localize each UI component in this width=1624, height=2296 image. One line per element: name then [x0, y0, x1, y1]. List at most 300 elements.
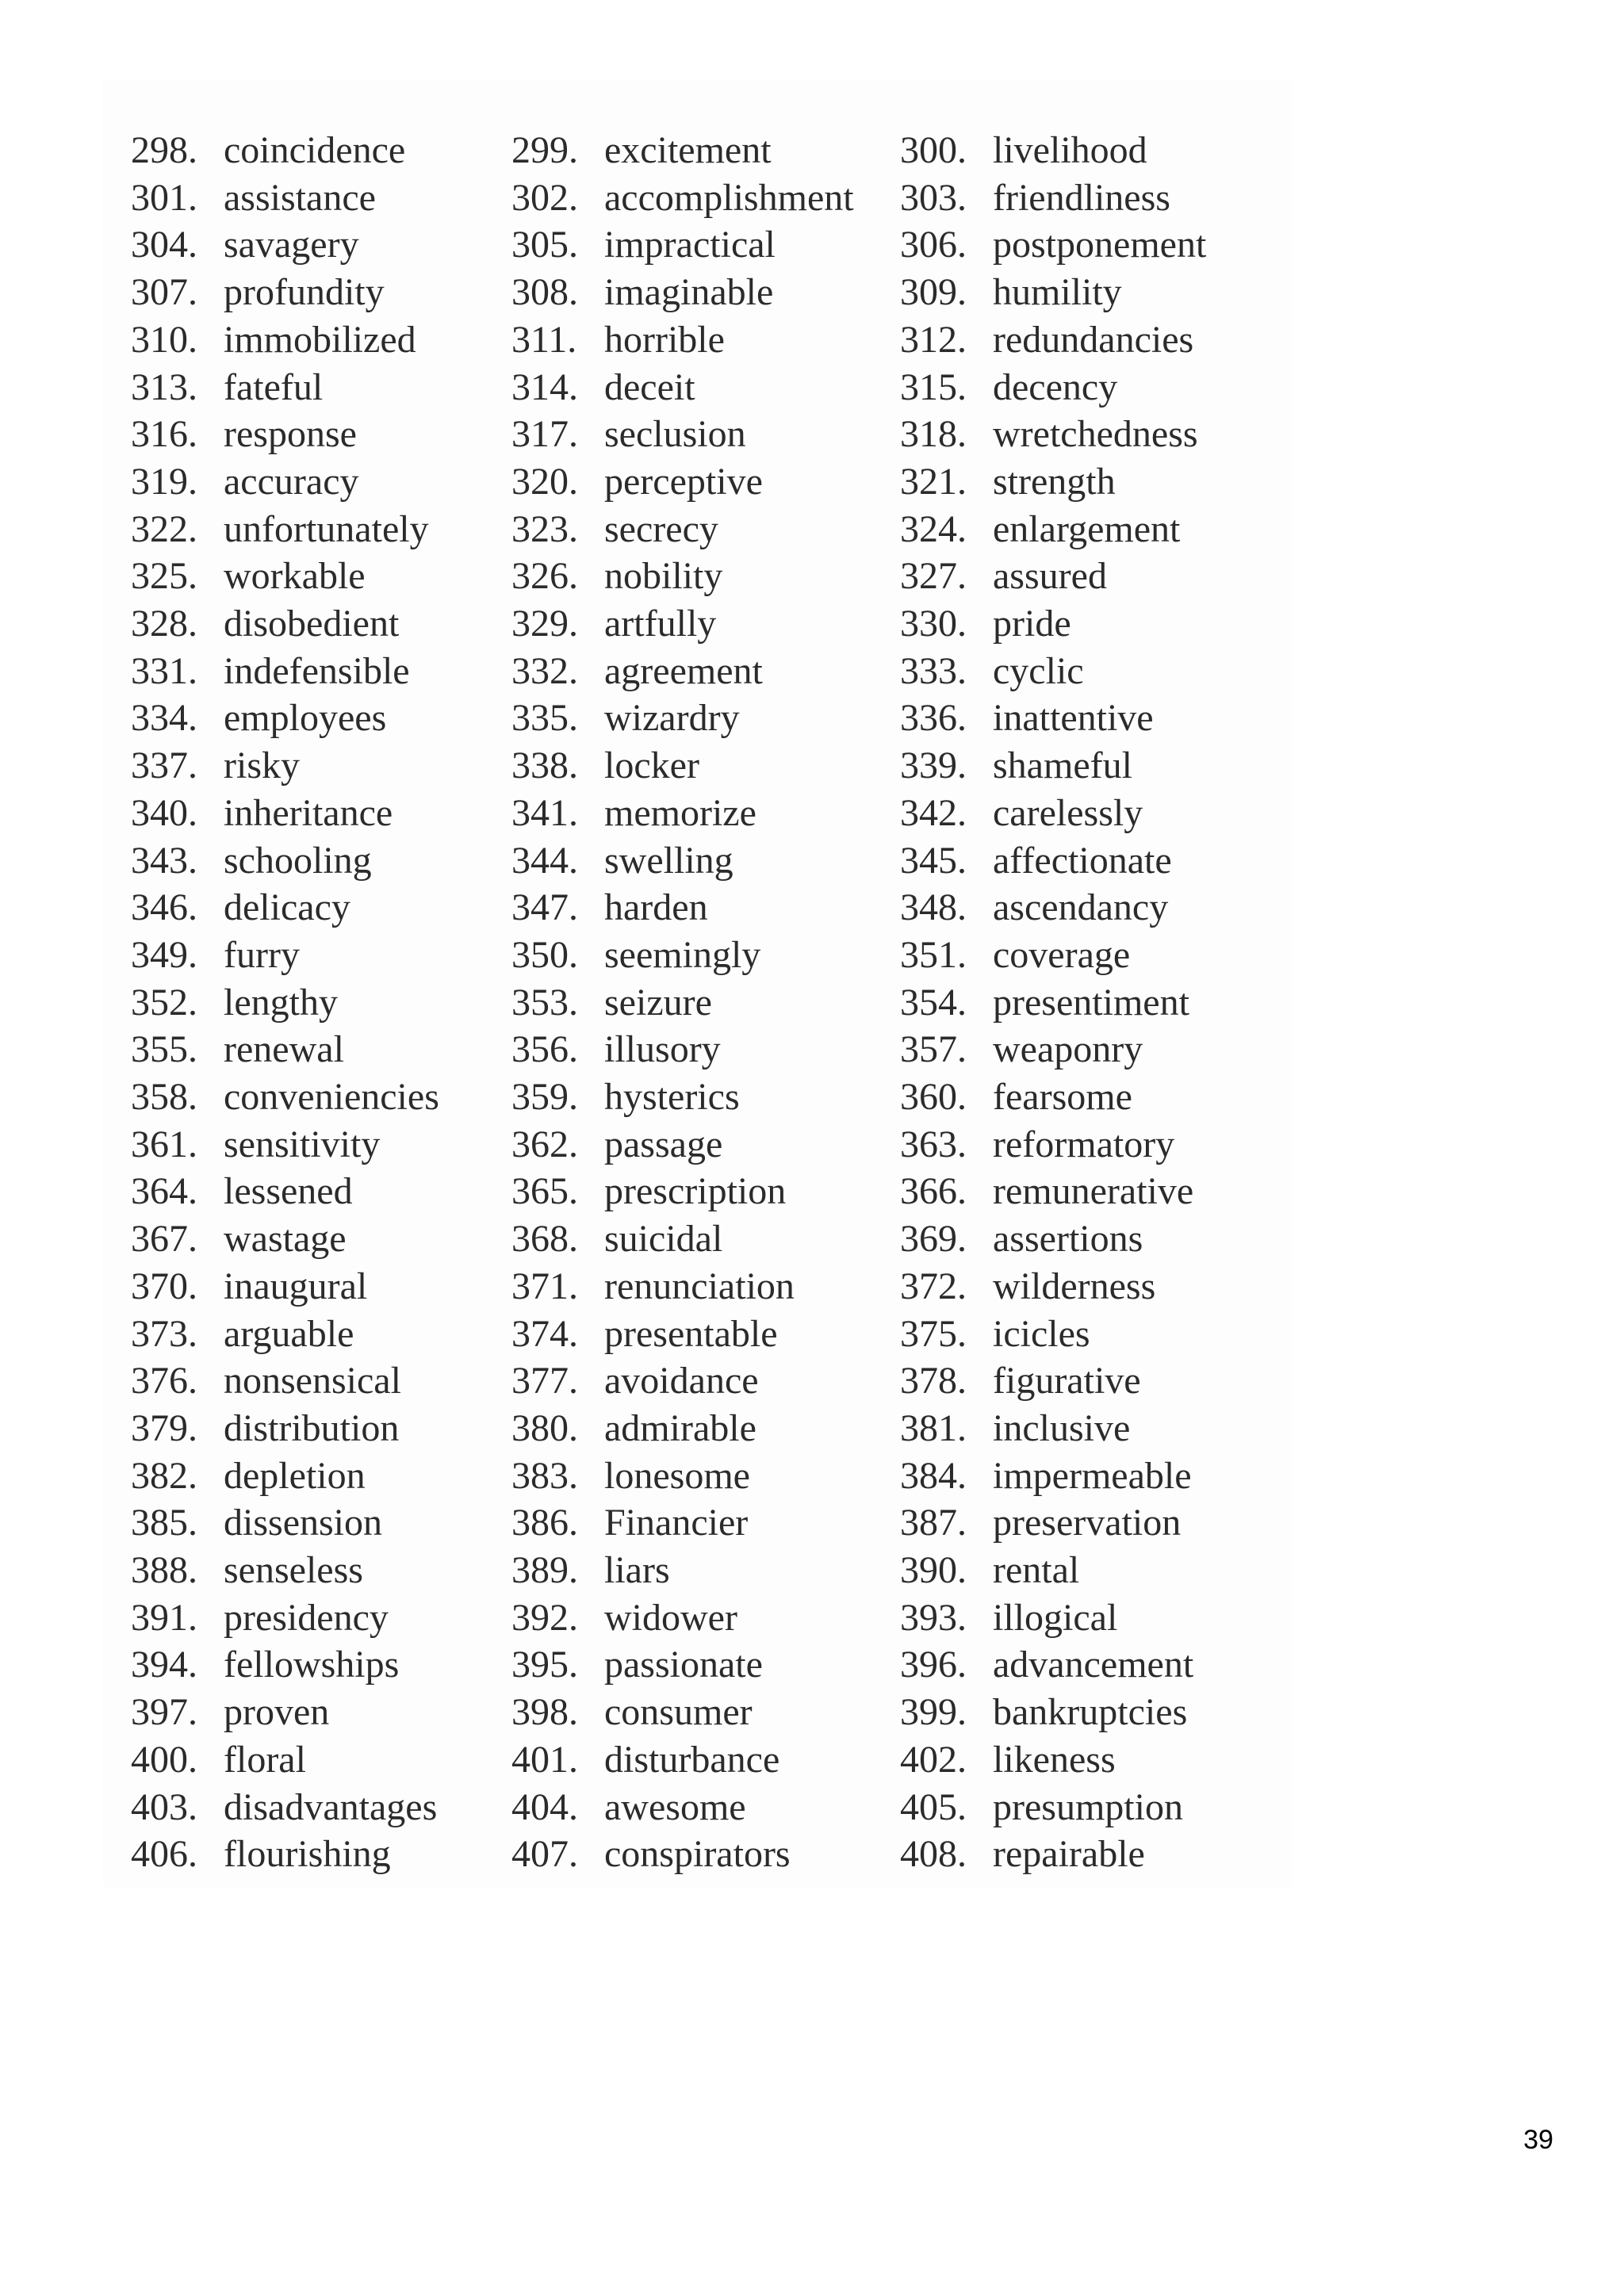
word-entry	[511, 364, 695, 411]
entry-number: 382.	[131, 1454, 197, 1497]
entry-number: 316.	[131, 413, 197, 456]
entry-number: 338.	[511, 744, 578, 787]
word-entry	[900, 269, 1122, 316]
word-entry	[131, 127, 405, 174]
entry-word: friendliness	[993, 176, 1170, 219]
word-entry	[511, 1547, 670, 1594]
word-entry	[511, 174, 854, 222]
entry-word: imaginable	[604, 271, 774, 314]
entry-number: 396.	[900, 1644, 967, 1686]
entry-number: 305.	[511, 224, 578, 266]
entry-word: wilderness	[993, 1265, 1156, 1307]
entry-word: hysterics	[604, 1076, 740, 1118]
word-entry	[511, 600, 716, 648]
word-entry	[900, 1689, 1187, 1736]
entry-number: 320.	[511, 460, 578, 503]
entry-word: deceit	[604, 365, 695, 408]
word-list	[103, 79, 1293, 1887]
entry-number: 333.	[900, 649, 967, 692]
word-entry	[900, 1784, 1183, 1831]
entry-word: reformatory	[993, 1123, 1175, 1165]
entry-word: lengthy	[224, 981, 338, 1024]
entry-word: coincidence	[224, 129, 406, 171]
word-entry	[131, 932, 300, 979]
word-entry	[511, 316, 725, 364]
word-entry	[131, 1736, 306, 1784]
entry-word: agreement	[604, 649, 763, 692]
word-entry	[900, 1452, 1192, 1500]
entry-number: 371.	[511, 1265, 578, 1307]
entry-number: 388.	[131, 1549, 197, 1591]
entry-word: wretchedness	[993, 413, 1198, 456]
entry-number: 408.	[900, 1833, 967, 1876]
entry-word: inaugural	[224, 1265, 368, 1307]
entry-number: 301.	[131, 176, 197, 219]
entry-number: 313.	[131, 365, 197, 408]
entry-word: ascendancy	[993, 886, 1169, 929]
entry-word: harden	[604, 886, 708, 929]
word-entry	[511, 695, 740, 742]
entry-word: flourishing	[224, 1833, 391, 1876]
entry-word: awesome	[604, 1785, 746, 1828]
word-entry	[511, 742, 699, 790]
entry-number: 385.	[131, 1502, 197, 1544]
entry-number: 391.	[131, 1596, 197, 1639]
entry-number: 354.	[900, 981, 967, 1024]
entry-word: indefensible	[224, 649, 410, 692]
entry-word: widower	[604, 1596, 737, 1639]
entry-number: 327.	[900, 555, 967, 598]
entry-number: 326.	[511, 555, 578, 598]
word-entry	[511, 1168, 786, 1215]
word-entry	[900, 127, 1147, 174]
word-entry	[131, 221, 359, 269]
word-entry	[900, 1311, 1090, 1358]
word-entry	[900, 1641, 1193, 1689]
entry-number: 298.	[131, 129, 197, 171]
word-entry	[511, 1263, 795, 1311]
word-entry	[900, 553, 1107, 600]
word-entry	[900, 1594, 1117, 1642]
entry-number: 365.	[511, 1170, 578, 1213]
word-entry	[131, 1168, 353, 1215]
entry-word: secrecy	[604, 507, 718, 550]
entry-word: inclusive	[993, 1406, 1131, 1449]
entry-number: 341.	[511, 791, 578, 834]
entry-word: impermeable	[993, 1454, 1192, 1497]
entry-word: response	[224, 413, 357, 456]
entry-word: coverage	[993, 933, 1131, 976]
entry-number: 353.	[511, 981, 578, 1024]
word-entry	[131, 316, 416, 364]
entry-word: sensitivity	[224, 1123, 381, 1165]
word-entry	[131, 269, 385, 316]
entry-number: 343.	[131, 839, 197, 882]
word-entry	[900, 221, 1206, 269]
entry-number: 315.	[900, 365, 967, 408]
entry-number: 355.	[131, 1028, 197, 1071]
entry-number: 403.	[131, 1785, 197, 1828]
word-entry	[131, 1121, 380, 1169]
word-entry	[131, 1452, 366, 1500]
entry-word: lonesome	[604, 1454, 750, 1497]
word-entry	[131, 1499, 382, 1547]
entry-word: disadvantages	[224, 1785, 438, 1828]
word-entry	[131, 1784, 437, 1831]
word-entry	[131, 1547, 363, 1594]
word-entry	[511, 1405, 756, 1452]
entry-number: 357.	[900, 1028, 967, 1071]
entry-word: horrible	[604, 318, 725, 361]
word-entry	[900, 742, 1132, 790]
entry-word: presumption	[993, 1785, 1183, 1828]
word-entry	[900, 837, 1172, 885]
entry-word: fearsome	[993, 1076, 1132, 1118]
word-entry	[131, 1594, 389, 1642]
entry-word: enlargement	[993, 507, 1181, 550]
entry-word: assistance	[224, 176, 376, 219]
entry-number: 332.	[511, 649, 578, 692]
word-entry	[511, 458, 763, 506]
entry-word: nonsensical	[224, 1360, 401, 1402]
entry-number: 363.	[900, 1123, 967, 1165]
word-entry	[511, 1689, 753, 1736]
entry-number: 322.	[131, 507, 197, 550]
word-entry	[900, 1263, 1155, 1311]
word-entry	[131, 411, 357, 458]
word-entry	[131, 1831, 391, 1878]
word-entry	[511, 1499, 748, 1547]
word-entry	[900, 1357, 1141, 1405]
entry-number: 347.	[511, 886, 578, 929]
entry-number: 335.	[511, 697, 578, 740]
word-entry	[131, 506, 429, 553]
entry-number: 339.	[900, 744, 967, 787]
entry-number: 302.	[511, 176, 578, 219]
entry-word: workable	[224, 555, 366, 598]
entry-number: 394.	[131, 1644, 197, 1686]
entry-word: dissension	[224, 1502, 383, 1544]
word-entry	[900, 1073, 1132, 1121]
entry-word: accomplishment	[604, 176, 854, 219]
entry-number: 350.	[511, 933, 578, 976]
entry-number: 306.	[900, 224, 967, 266]
entry-number: 318.	[900, 413, 967, 456]
word-entry	[900, 506, 1180, 553]
entry-word: unfortunately	[224, 507, 429, 550]
entry-word: depletion	[224, 1454, 366, 1497]
word-entry	[511, 648, 763, 695]
entry-number: 325.	[131, 555, 197, 598]
entry-number: 349.	[131, 933, 197, 976]
entry-number: 386.	[511, 1502, 578, 1544]
word-entry	[900, 1215, 1143, 1263]
word-entry	[131, 695, 386, 742]
word-entry	[900, 1736, 1116, 1784]
word-entry	[900, 458, 1116, 506]
entry-number: 381.	[900, 1406, 967, 1449]
entry-word: inheritance	[224, 791, 393, 834]
entry-number: 317.	[511, 413, 578, 456]
entry-number: 378.	[900, 1360, 967, 1402]
word-entry	[511, 1357, 759, 1405]
entry-word: profundity	[224, 271, 385, 314]
entry-number: 383.	[511, 1454, 578, 1497]
word-entry	[511, 1736, 779, 1784]
entry-number: 377.	[511, 1360, 578, 1402]
word-entry	[511, 411, 746, 458]
word-entry	[131, 174, 376, 222]
entry-word: risky	[224, 744, 300, 787]
entry-word: consumer	[604, 1691, 753, 1734]
word-entry	[511, 553, 722, 600]
entry-number: 346.	[131, 886, 197, 929]
entry-number: 374.	[511, 1312, 578, 1355]
word-entry	[131, 979, 338, 1027]
word-entry	[900, 695, 1154, 742]
entry-number: 380.	[511, 1406, 578, 1449]
entry-word: artfully	[604, 603, 717, 645]
entry-number: 348.	[900, 886, 967, 929]
entry-word: wizardry	[604, 697, 740, 740]
entry-number: 393.	[900, 1596, 967, 1639]
word-entry	[511, 932, 760, 979]
entry-word: furry	[224, 933, 300, 976]
entry-word: repairable	[993, 1833, 1145, 1876]
entry-number: 300.	[900, 129, 967, 171]
entry-number: 323.	[511, 507, 578, 550]
word-entry	[131, 1215, 347, 1263]
entry-number: 304.	[131, 224, 197, 266]
entry-number: 402.	[900, 1738, 967, 1781]
entry-word: arguable	[224, 1312, 354, 1355]
word-entry	[511, 1073, 740, 1121]
entry-number: 407.	[511, 1833, 578, 1876]
entry-number: 330.	[900, 603, 967, 645]
entry-number: 328.	[131, 603, 197, 645]
entry-word: assured	[993, 555, 1107, 598]
entry-number: 308.	[511, 271, 578, 314]
entry-word: seemingly	[604, 933, 761, 976]
entry-number: 324.	[900, 507, 967, 550]
entry-number: 310.	[131, 318, 197, 361]
entry-number: 312.	[900, 318, 967, 361]
entry-number: 369.	[900, 1218, 967, 1261]
word-entry	[511, 1452, 750, 1500]
word-entry	[900, 1405, 1130, 1452]
entry-word: admirable	[604, 1406, 756, 1449]
entry-number: 379.	[131, 1406, 197, 1449]
word-entry	[511, 1831, 791, 1878]
entry-word: lessened	[224, 1170, 353, 1213]
entry-word: cyclic	[993, 649, 1084, 692]
entry-word: disturbance	[604, 1738, 780, 1781]
entry-word: presentable	[604, 1312, 778, 1355]
word-entry	[511, 506, 718, 553]
entry-word: shameful	[993, 744, 1132, 787]
entry-word: likeness	[993, 1738, 1116, 1781]
word-entry	[131, 790, 393, 837]
entry-number: 321.	[900, 460, 967, 503]
entry-number: 360.	[900, 1076, 967, 1118]
entry-number: 368.	[511, 1218, 578, 1261]
word-entry	[511, 884, 708, 932]
word-entry	[900, 1168, 1193, 1215]
entry-word: bankruptcies	[993, 1691, 1188, 1734]
entry-word: savagery	[224, 224, 359, 266]
entry-word: renewal	[224, 1028, 344, 1071]
entry-number: 401.	[511, 1738, 578, 1781]
entry-number: 399.	[900, 1691, 967, 1734]
word-entry	[900, 316, 1193, 364]
word-entry	[131, 648, 410, 695]
word-entry	[511, 1215, 722, 1263]
entry-word: employees	[224, 697, 387, 740]
entry-number: 392.	[511, 1596, 578, 1639]
entry-number: 345.	[900, 839, 967, 882]
entry-word: carelessly	[993, 791, 1143, 834]
entry-word: proven	[224, 1691, 330, 1734]
word-entry	[511, 837, 733, 885]
entry-number: 352.	[131, 981, 197, 1024]
entry-word: memorize	[604, 791, 756, 834]
word-entry	[511, 1121, 722, 1169]
entry-number: 342.	[900, 791, 967, 834]
entry-word: fateful	[224, 365, 324, 408]
entry-number: 344.	[511, 839, 578, 882]
entry-number: 404.	[511, 1785, 578, 1828]
entry-word: weaponry	[993, 1028, 1143, 1071]
word-entry	[131, 1641, 399, 1689]
entry-word: livelihood	[993, 129, 1147, 171]
entry-word: passionate	[604, 1644, 763, 1686]
entry-number: 398.	[511, 1691, 578, 1734]
entry-word: floral	[224, 1738, 306, 1781]
word-entry	[900, 174, 1170, 222]
entry-word: accuracy	[224, 460, 359, 503]
entry-number: 331.	[131, 649, 197, 692]
word-entry	[900, 648, 1084, 695]
entry-word: fellowships	[224, 1644, 400, 1686]
word-entry	[900, 979, 1189, 1027]
entry-word: figurative	[993, 1360, 1141, 1402]
entry-word: perceptive	[604, 460, 763, 503]
entry-word: presidency	[224, 1596, 389, 1639]
word-entry	[131, 1073, 439, 1121]
entry-word: Financier	[604, 1502, 749, 1544]
word-entry	[131, 837, 372, 885]
entry-word: preservation	[993, 1502, 1182, 1544]
word-entry	[511, 1784, 746, 1831]
word-entry	[131, 1026, 344, 1073]
word-entry	[131, 1689, 329, 1736]
entry-number: 309.	[900, 271, 967, 314]
entry-word: senseless	[224, 1549, 363, 1591]
entry-word: avoidance	[604, 1360, 759, 1402]
entry-number: 375.	[900, 1312, 967, 1355]
word-entry	[900, 1547, 1079, 1594]
entry-number: 372.	[900, 1265, 967, 1307]
entry-word: seizure	[604, 981, 712, 1024]
entry-word: passage	[604, 1123, 723, 1165]
entry-number: 384.	[900, 1454, 967, 1497]
entry-word: strength	[993, 460, 1116, 503]
entry-word: conveniencies	[224, 1076, 439, 1118]
word-entry	[900, 932, 1130, 979]
entry-number: 334.	[131, 697, 197, 740]
entry-word: immobilized	[224, 318, 416, 361]
entry-word: renunciation	[604, 1265, 795, 1307]
word-entry	[511, 790, 756, 837]
entry-number: 311.	[511, 318, 577, 361]
entry-word: seclusion	[604, 413, 746, 456]
entry-number: 364.	[131, 1170, 197, 1213]
word-entry	[511, 1026, 721, 1073]
entry-word: nobility	[604, 555, 723, 598]
word-entry	[511, 221, 776, 269]
entry-number: 362.	[511, 1123, 578, 1165]
word-entry	[131, 600, 399, 648]
entry-word: humility	[993, 271, 1122, 314]
entry-number: 359.	[511, 1076, 578, 1118]
word-entry	[511, 1311, 778, 1358]
word-entry	[900, 884, 1168, 932]
word-entry	[511, 1641, 763, 1689]
entry-number: 373.	[131, 1312, 197, 1355]
entry-number: 390.	[900, 1549, 967, 1591]
entry-number: 314.	[511, 365, 578, 408]
entry-number: 329.	[511, 603, 578, 645]
entry-word: assertions	[993, 1218, 1143, 1261]
word-entry	[511, 979, 712, 1027]
entry-word: inattentive	[993, 697, 1154, 740]
entry-number: 337.	[131, 744, 197, 787]
word-entry	[900, 1499, 1181, 1547]
entry-number: 307.	[131, 271, 197, 314]
entry-word: impractical	[604, 224, 776, 266]
word-entry	[131, 553, 366, 600]
word-entry	[131, 884, 350, 932]
entry-word: illogical	[993, 1596, 1118, 1639]
entry-number: 389.	[511, 1549, 578, 1591]
word-entry	[131, 1357, 401, 1405]
entry-word: presentiment	[993, 981, 1189, 1024]
word-entry	[900, 600, 1071, 648]
entry-word: redundancies	[993, 318, 1194, 361]
entry-word: affectionate	[993, 839, 1172, 882]
word-entry	[900, 364, 1117, 411]
entry-word: swelling	[604, 839, 733, 882]
entry-word: schooling	[224, 839, 372, 882]
entry-number: 397.	[131, 1691, 197, 1734]
entry-word: locker	[604, 744, 699, 787]
word-entry	[900, 411, 1198, 458]
entry-word: rental	[993, 1549, 1080, 1591]
entry-word: delicacy	[224, 886, 350, 929]
entry-number: 400.	[131, 1738, 197, 1781]
entry-word: illusory	[604, 1028, 721, 1071]
entry-word: disobedient	[224, 603, 400, 645]
word-entry	[511, 269, 773, 316]
word-entry	[131, 1311, 354, 1358]
entry-number: 361.	[131, 1123, 197, 1165]
entry-number: 299.	[511, 129, 578, 171]
entry-word: distribution	[224, 1406, 400, 1449]
entry-number: 356.	[511, 1028, 578, 1071]
entry-word: decency	[993, 365, 1118, 408]
entry-word: postponement	[993, 224, 1207, 266]
entry-number: 303.	[900, 176, 967, 219]
